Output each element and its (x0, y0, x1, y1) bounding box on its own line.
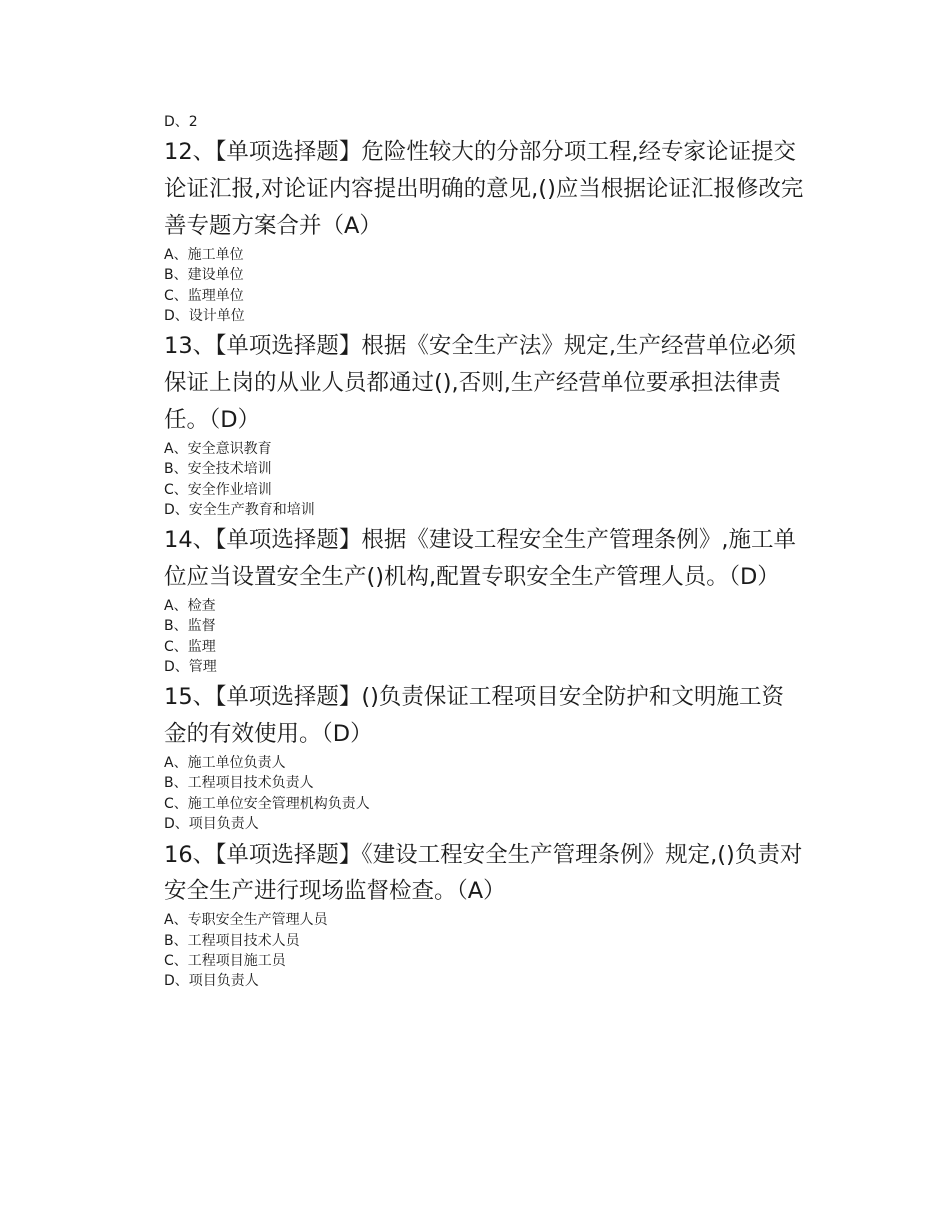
question-13-option-a: A、安全意识教育 (164, 440, 272, 457)
question-14-text: 14、【单项选择题】根据《建设工程安全生产管理条例》,施工单位应当设置安全生产()机构,配置专职安全生产管理人员。（D） (164, 527, 797, 591)
question-12-option-a: A、施工单位 (164, 246, 244, 263)
question-12-option-c: C、监理单位 (164, 287, 244, 304)
question-15-option-c: C、施工单位安全管理机构负责人 (164, 795, 370, 812)
question-14-option-b: B、监督 (164, 618, 216, 635)
question-13-option-b: B、安全技术培训 (164, 461, 272, 478)
question-12-option-d: D、设计单位 (164, 307, 245, 324)
question-16-option-c: C、工程项目施工员 (164, 952, 286, 969)
question-16-text: 16、【单项选择题】《建设工程安全生产管理条例》规定,()负责对安全生产进行现场监督检查。（A） (164, 841, 803, 905)
option-d-previous-question: D、2 (164, 114, 198, 130)
question-14-option-c: C、监理 (164, 638, 216, 655)
question-15-option-d: D、项目负责人 (164, 816, 259, 833)
question-16-option-a: A、专职安全生产管理人员 (164, 912, 328, 929)
question-13-option-c: C、安全作业培训 (164, 481, 272, 498)
question-12-text: 12、【单项选择题】危险性较大的分部分项工程,经专家论证提交论证汇报,对论证内容提出明确的意见,()应当根据论证汇报修改完善专题方案合并（A） (164, 139, 804, 239)
question-13 (164, 328, 804, 520)
question-14 (164, 522, 804, 677)
document-page (164, 112, 804, 992)
question-16-option-b: B、工程项目技术人员 (164, 932, 300, 949)
question-12-option-b: B、建设单位 (164, 267, 244, 284)
question-16-option-d: D、项目负责人 (164, 973, 259, 990)
question-16 (164, 837, 804, 992)
question-13-option-d: D、安全生产教育和培训 (164, 501, 315, 518)
question-12 (164, 134, 804, 326)
question-14-option-d: D、管理 (164, 659, 217, 676)
question-15-option-a: A、施工单位负责人 (164, 755, 286, 772)
question-15-text: 15、【单项选择题】()负责保证工程项目安全防护和文明施工资金的有效使用。（D） (164, 684, 784, 748)
question-14-option-a: A、检查 (164, 597, 216, 614)
question-15-option-b: B、工程项目技术负责人 (164, 775, 314, 792)
question-13-text: 13、【单项选择题】根据《安全生产法》规定,生产经营单位必须保证上岗的从业人员都通过(),否则,生产经营单位要承担法律责任。（D） (164, 333, 797, 433)
question-15 (164, 679, 804, 834)
